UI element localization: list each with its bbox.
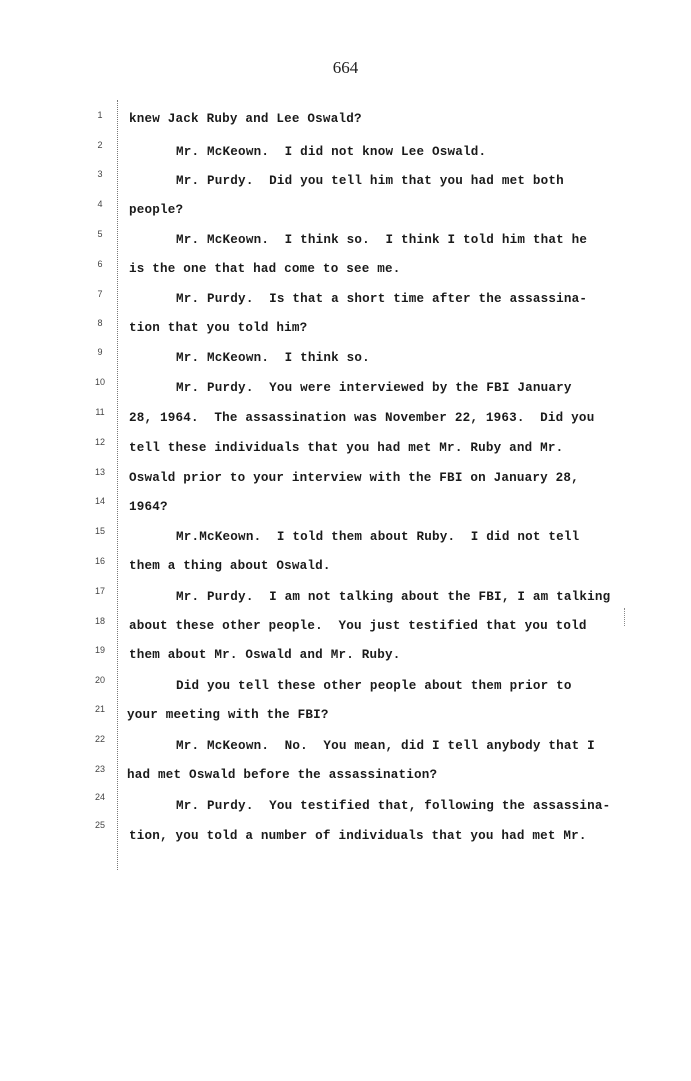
transcript-line: knew Jack Ruby and Lee Oswald? (129, 112, 362, 126)
line-number: 17 (94, 586, 105, 596)
line-number: 3 (97, 169, 103, 179)
line-number: 19 (94, 645, 105, 655)
line-number: 4 (97, 199, 103, 209)
line-number: 22 (94, 734, 105, 744)
line-number: 5 (97, 229, 103, 239)
line-number: 9 (97, 347, 103, 357)
transcript-line: Mr. Purdy. Is that a short time after the assassina- (176, 292, 588, 306)
transcript-line: had met Oswald before the assassination? (127, 768, 438, 782)
transcript-line: about these other people. You just testified that you told (129, 619, 587, 633)
line-number: 14 (94, 496, 105, 506)
line-number: 12 (94, 437, 105, 447)
transcript-line: is the one that had come to see me. (129, 262, 401, 276)
transcript-line: 28, 1964. The assassination was November 22, 1963. Did you (129, 411, 595, 425)
transcript-line: 1964? (129, 500, 168, 514)
line-number: 13 (94, 467, 105, 477)
transcript-line: people? (129, 203, 184, 217)
transcript-line: Did you tell these other people about them prior to (176, 679, 572, 693)
transcript-line: tion that you told him? (129, 321, 308, 335)
transcript-line: Oswald prior to your interview with the FBI on January 28, (129, 471, 579, 485)
margin-rule (117, 100, 118, 870)
transcript-line: Mr. Purdy. I am not talking about the FBI, I am talking (176, 590, 611, 604)
transcript-line: them about Mr. Oswald and Mr. Ruby. (129, 648, 401, 662)
line-number: 20 (94, 675, 105, 685)
transcript-line: Mr. Purdy. You were interviewed by the FBI January (176, 381, 572, 395)
line-number: 6 (97, 259, 103, 269)
line-number: 11 (95, 407, 105, 417)
line-number: 25 (94, 820, 105, 830)
line-number: 18 (94, 616, 105, 626)
transcript-line: your meeting with the FBI? (127, 708, 329, 722)
transcript-line: Mr. McKeown. I did not know Lee Oswald. (176, 145, 487, 159)
page-number: 664 (332, 58, 359, 77)
transcript-line: Mr. McKeown. I think so. (176, 351, 370, 365)
transcript-line: tell these individuals that you had met Mr. Ruby and Mr. (129, 441, 564, 455)
line-number: 16 (94, 556, 105, 566)
transcript-line: Mr. McKeown. No. You mean, did I tell anybody that I (176, 739, 595, 753)
line-number: 24 (94, 792, 105, 802)
transcript-line: them a thing about Oswald. (129, 559, 331, 573)
transcript-line: Mr. Purdy. Did you tell him that you had met both (176, 174, 564, 188)
line-number: 8 (97, 318, 103, 328)
transcript-line: tion, you told a number of individuals that you had met Mr. (129, 829, 587, 843)
line-number: 23 (94, 764, 105, 774)
edge-mark (624, 608, 625, 626)
transcript-line: Mr. McKeown. I think so. I think I told him that he (176, 233, 588, 247)
line-number: 1 (97, 110, 103, 120)
transcript-line: Mr. Purdy. You testified that, following the assassina- (176, 799, 611, 813)
transcript-line: Mr.McKeown. I told them about Ruby. I did not tell (176, 530, 580, 544)
line-number: 10 (94, 377, 105, 387)
line-number: 2 (97, 140, 103, 150)
line-number: 21 (94, 704, 105, 714)
line-number: 7 (97, 289, 103, 299)
line-number: 15 (94, 526, 105, 536)
